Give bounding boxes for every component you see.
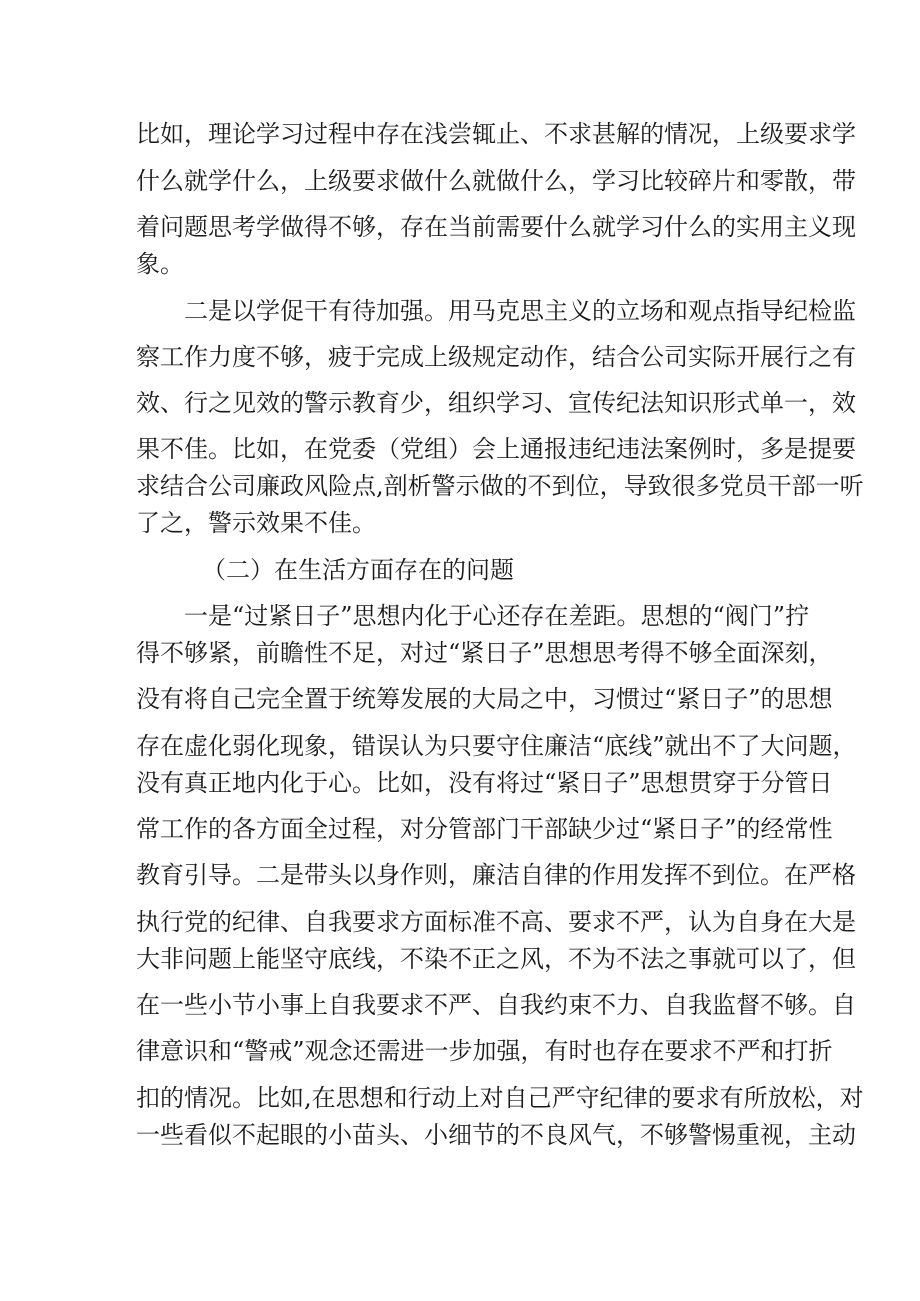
section-heading: （二）在生活方面存在的问题 (202, 556, 514, 584)
text-line: 察工作力度不够，疲于完成上级规定动作，结合公司实际开展行之有 (136, 343, 856, 371)
text-line: 扣的情况。比如,在思想和行动上对自己严守纪律的要求有所放松，对 (136, 1084, 864, 1112)
text-line: 效、行之见效的警示教育少，组织学习、宣传纪法知识形式单一，效 (136, 389, 856, 417)
text-line: 一是“过紧日子”思想内化于心还存在差距。思想的“阀门”拧 (184, 602, 810, 630)
text-line: 得不够紧，前瞻性不足，对过“紧日子”思想思考得不够全面深刻， (136, 639, 833, 667)
text-line: 着问题思考学做得不够，存在当前需要什么就学习什么的实用主义现 (136, 213, 856, 241)
text-line: 求结合公司廉政风险点,剖析警示做的不到位，导致很多党员干部一听 (136, 472, 864, 500)
text-line: 没有真正地内化于心。比如，没有将过“紧日子”思想贯穿于分管日 (136, 769, 833, 797)
text-line: 常工作的各方面全过程，对分管部门干部缺少过“紧日子”的经常性 (136, 815, 833, 843)
text-line: 果不佳。比如，在党委（党组）会上通报违纪违法案例时，多是提要 (136, 435, 856, 463)
text-line: 比如，理论学习过程中存在浅尝辄止、不求甚解的情况，上级要求学 (136, 120, 856, 148)
text-line: 二是以学促干有待加强。用马克思主义的立场和观点指导纪检监 (184, 297, 856, 325)
text-line: 一些看似不起眼的小苗头、小细节的不良风气，不够警惕重视，主动 (136, 1121, 856, 1149)
text-line: 存在虚化弱化现象，错误认为只要守住廉洁“底线”就出不了大问题， (136, 732, 857, 760)
text-line: 了之，警示效果不佳。 (136, 509, 376, 537)
text-line: 什么就学什么，上级要求做什么就做什么，学习比较碎片和零散，带 (136, 167, 856, 195)
text-line: 执行党的纪律、自我要求方面标准不高、要求不严，认为自身在大是 (136, 908, 856, 936)
text-line: 律意识和“警戒”观念还需进一步加强，有时也存在要求不严和打折 (136, 1037, 833, 1065)
text-line: 象。 (136, 250, 184, 278)
text-line: 大非问题上能坚守底线，不染不正之风，不为不法之事就可以了，但 (136, 945, 856, 973)
text-line: 在一些小节小事上自我要求不严、自我约束不力、自我监督不够。自 (136, 991, 856, 1019)
text-line: 教育引导。二是带头以身作则，廉洁自律的作用发挥不到位。在严格 (136, 861, 856, 889)
text-line: 没有将自己完全置于统筹发展的大局之中，习惯过“紧日子”的思想 (136, 685, 833, 713)
